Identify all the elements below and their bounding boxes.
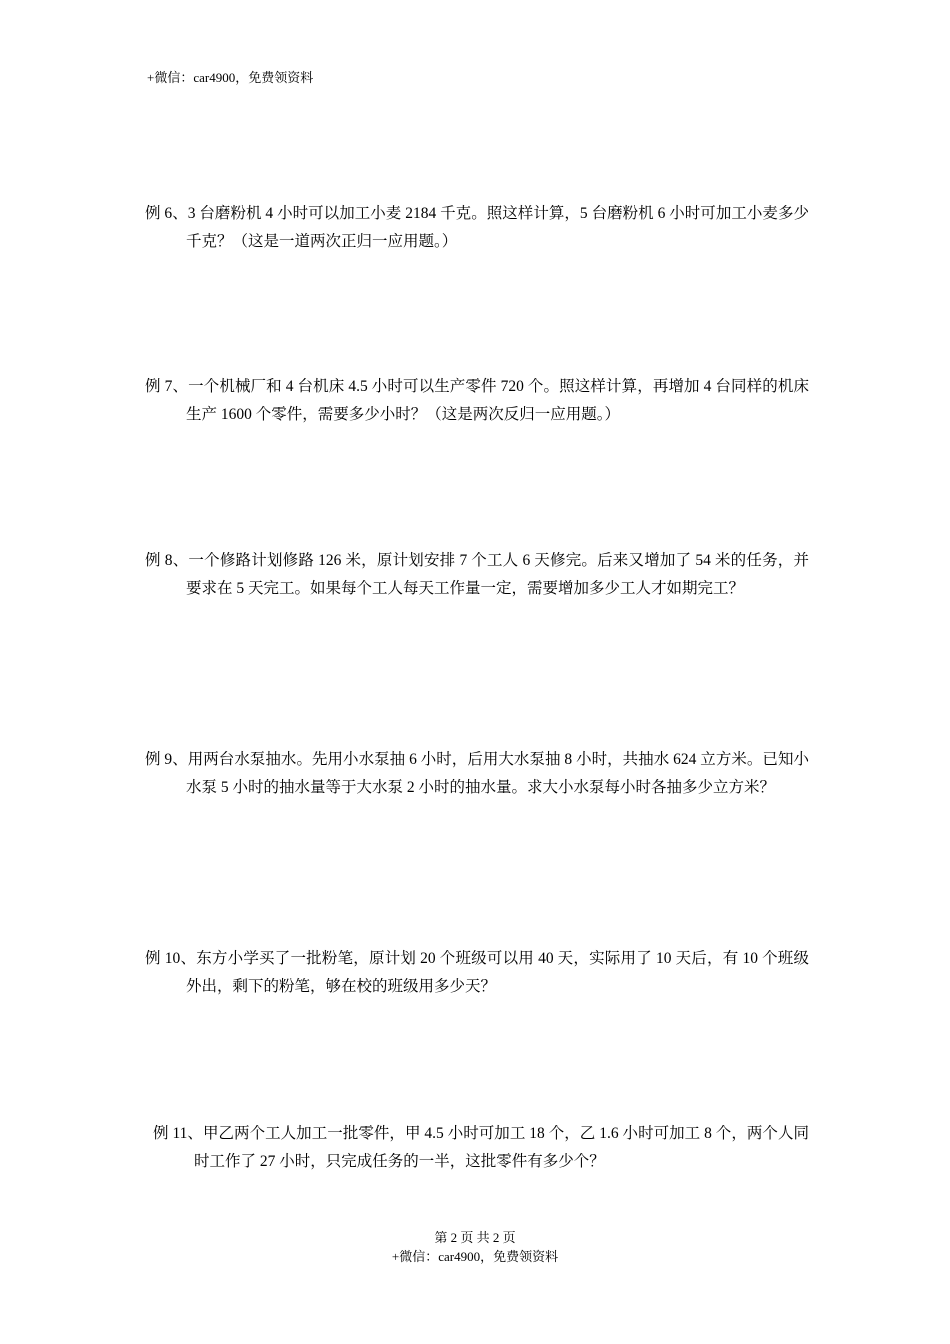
problem-9: 例 9、用两台水泵抽水。先用小水泵抽 6 小时，后用大水泵抽 8 小时，共抽水 624 立方米。已知小水泵 5 小时的抽水量等于大水泵 2 小时的抽水量。求大小水泵每小时各抽多少立方米？: [145, 751, 809, 796]
problem-6: 例 6、3 台磨粉机 4 小时可以加工小麦 2184 千克。照这样计算，5 台磨粉机 6 小时可加工小麦多少千克？（这是一道两次正归一应用题。）: [145, 205, 809, 250]
problem-11: 例 11、甲乙两个工人加工一批零件，甲 4.5 小时可加工 18 个，乙 1.6 小时可加工 8 个，两个人同时工作了 27 小时，只完成任务的一半，这批零件有多少个？: [153, 1125, 809, 1170]
problem-8: 例 8、一个修路计划修路 126 米，原计划安排 7 个工人 6 天修完。后来又增加了 54 米的任务，并要求在 5 天完工。如果每个工人每天工作量一定，需要增加多少工人才如期完工？: [145, 552, 809, 597]
problem-7: 例 7、一个机械厂和 4 台机床 4.5 小时可以生产零件 720 个。照这样计算，再增加 4 台同样的机床生产 1600 个零件，需要多少小时？（这是两次反归一应用题。）: [145, 378, 809, 423]
problem-10: 例 10、东方小学买了一批粉笔，原计划 20 个班级可以用 40 天，实际用了 10 天后，有 10 个班级外出，剩下的粉笔，够在校的班级用多少天？: [145, 950, 809, 995]
page-number: 第 2 页 共 2 页: [434, 1230, 516, 1245]
footer-note: +微信：car4900，免费领资料: [391, 1249, 559, 1264]
header-note: +微信：car4900，免费领资料: [147, 70, 314, 85]
